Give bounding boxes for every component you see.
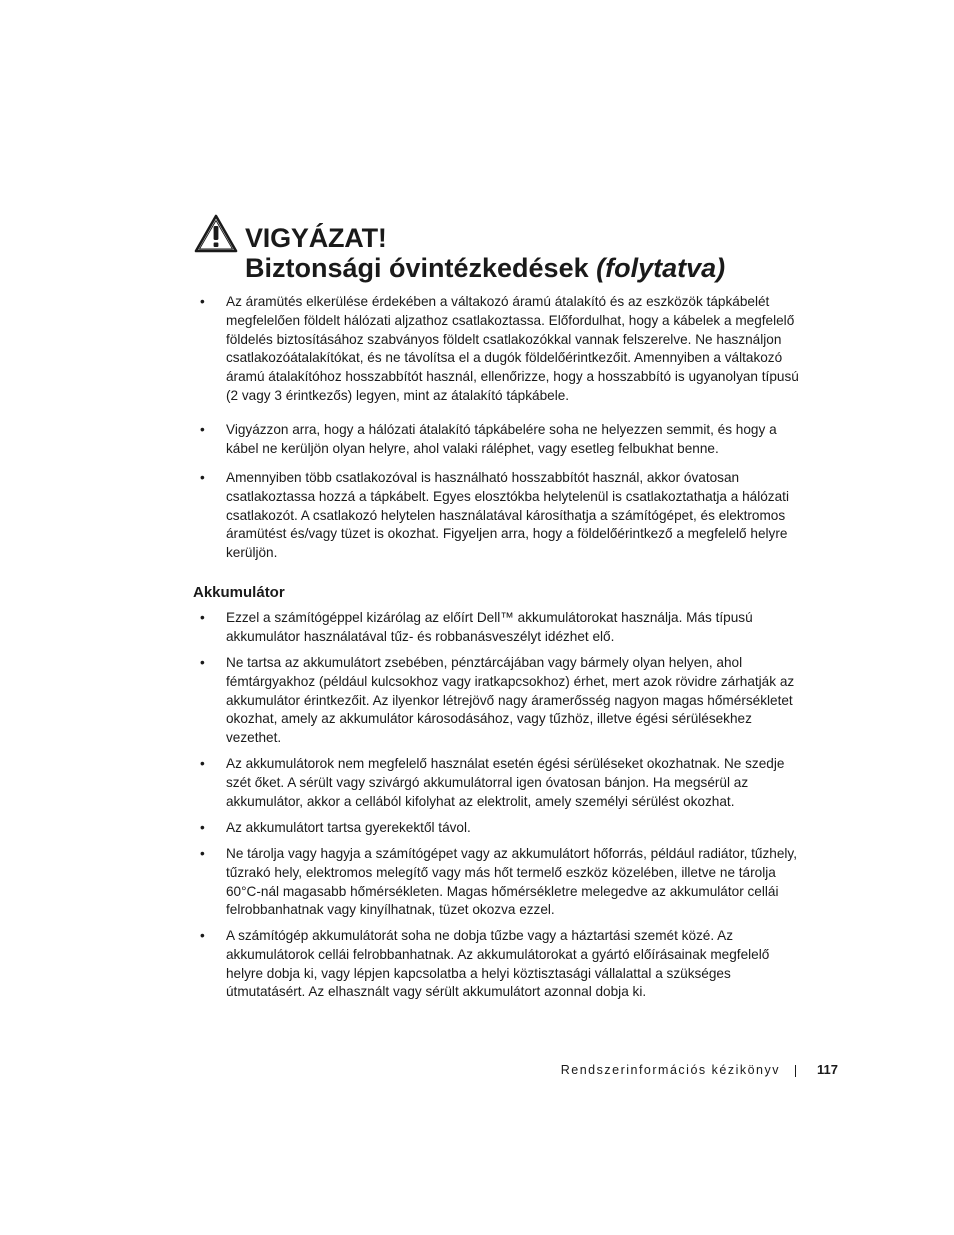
list-item-text: Amennyiben több csatlakozóval is használható hosszabbítót használ, akkor óvatosan csatlakoztassa hozzá a tápkábelt. Egyes elosztókba helytelenül is csatlakoztathatja a hálózati csatlakozót. A csatlakozó helytelen használatával károsíthatja a számítógépet, és elektromos áramütést és/vagy tüzet is okozhat. Figyeljen arra, hogy a földelőérintkező a megfelelő helyre kerüljön. (226, 470, 789, 561)
list-item-text: Vigyázzon arra, hogy a hálózati átalakító tápkábelére soha ne helyezzen semmit, és hogy a kábel ne kerüljön olyan helyre, ahol valaki ráléphet, vagy esetleg felbukhat benne. (226, 422, 777, 456)
bullet: • (200, 820, 205, 835)
list-item (200, 469, 802, 569)
bullet: • (200, 655, 205, 670)
list-item (200, 845, 802, 927)
heading-subtitle (245, 253, 725, 283)
page-number: 117 (817, 1062, 838, 1077)
list-item (200, 421, 802, 469)
footer-divider (795, 1065, 796, 1077)
safety-list (200, 293, 802, 569)
list-item (200, 819, 802, 845)
heading-subtitle-italic: (folytatva) (596, 253, 726, 283)
page-footer (560, 1061, 838, 1081)
bullet: • (200, 756, 205, 771)
list-item-text: Ne tartsa az akkumulátort zsebében, pénztárcájában vagy bármely olyan helyen, ahol fémtárgyakhoz (például kulcsokhoz vagy iratkapcsokhoz) érhet, mert azok rövidre zárhatják az akkumulátor érintkezőit. Az ilyenkor létrejövő nagy áramerősség nagyon magas hőmérsékletet okozhat, amely az akkumulátor károsodásához, vagy tűzhöz, illetve égési sérülésekhez vezethet. (226, 655, 795, 746)
bullet: • (200, 470, 205, 485)
bullet: • (200, 610, 205, 625)
list-item-text: Ezzel a számítógéppel kizárólag az előírt Dell™ akkumulátorokat használja. Más típusú akkumulátor használatával tűz- és robbanásveszélyt idézhet elő. (226, 610, 753, 644)
bullet: • (200, 928, 205, 943)
bullet: • (200, 422, 205, 437)
footer-book-title: Rendszerinformációs kézikönyv (560, 1063, 780, 1077)
list-item (200, 654, 802, 755)
warning-triangle-icon (194, 214, 238, 254)
bullet: • (200, 294, 205, 309)
list-item-text: A számítógép akkumulátorát soha ne dobja tűzbe vagy a háztartási szemét közé. Az akkumulátorok cellái felrobbanhatnak. Az akkumulátorokat a gyártó előírásainak megfelelő helyre dobja ki, vagy lépjen kapcsolatba a helyi köztisztasági vállalattal a szükséges útmutatásért. Az elhasznált vagy sérült akkumulátort azonnal dobja ki. (226, 928, 770, 1000)
list-item-text: Az áramütés elkerülése érdekében a váltakozó áramú átalakító és az eszközök tápkábelét megfelelően földelt hálózati aljzathoz csatlakoztassa. Előfordulhat, hogy a kábelek a megfelelő földelés biztosításához szabványos földelt csatlakozókkal vannak felszerelve. Ne használjon csatlakozóátalakítókat, és ne távolítsa el a dugók földelőérintkezőit. Amennyiben a váltakozó áramú átalakítóhoz hosszabbítót használ, ellenőrizze, hogy a hosszabbító is ugyanolyan típusú (2 vagy 3 érintkezős) legyen, mint az átalakító tápkábele. (226, 294, 799, 403)
bullet: • (200, 846, 205, 861)
section-heading: Akkumulátor (193, 584, 285, 601)
heading-subtitle-main: Biztonsági óvintézkedések (245, 253, 597, 283)
heading-title: VIGYÁZAT! (245, 223, 387, 253)
list-item (200, 293, 802, 421)
list-item (200, 609, 802, 654)
list-item-text: Az akkumulátorok nem megfelelő használat esetén égési sérüléseket okozhatnak. Ne szedje szét őket. A sérült vagy szivárgó akkumulátorral igen óvatosan bánjon. Ha megsérül az akkumulátor, akkor a cellából kifolyhat az elektrolit, amely személyi sérülést okozhat. (226, 756, 785, 809)
list-item-text: Az akkumulátort tartsa gyerekektől távol. (226, 820, 471, 835)
list-item (200, 927, 802, 1007)
battery-list (200, 609, 802, 1007)
list-item (200, 755, 802, 819)
list-item-text: Ne tárolja vagy hagyja a számítógépet vagy az akkumulátort hőforrás, például radiátor, tűzhely, tűzrakó hely, elektromos melegítő vagy más hőt termelő eszköz közelében, illetve ne tárolja 60°C-nál magasabb hőmérsékleten. Magas hőmérsékletre melegedve az akkumulátor cellái felrobbanhatnak vagy kinyílhatnak, tüzet okozva ezzel. (226, 846, 797, 918)
